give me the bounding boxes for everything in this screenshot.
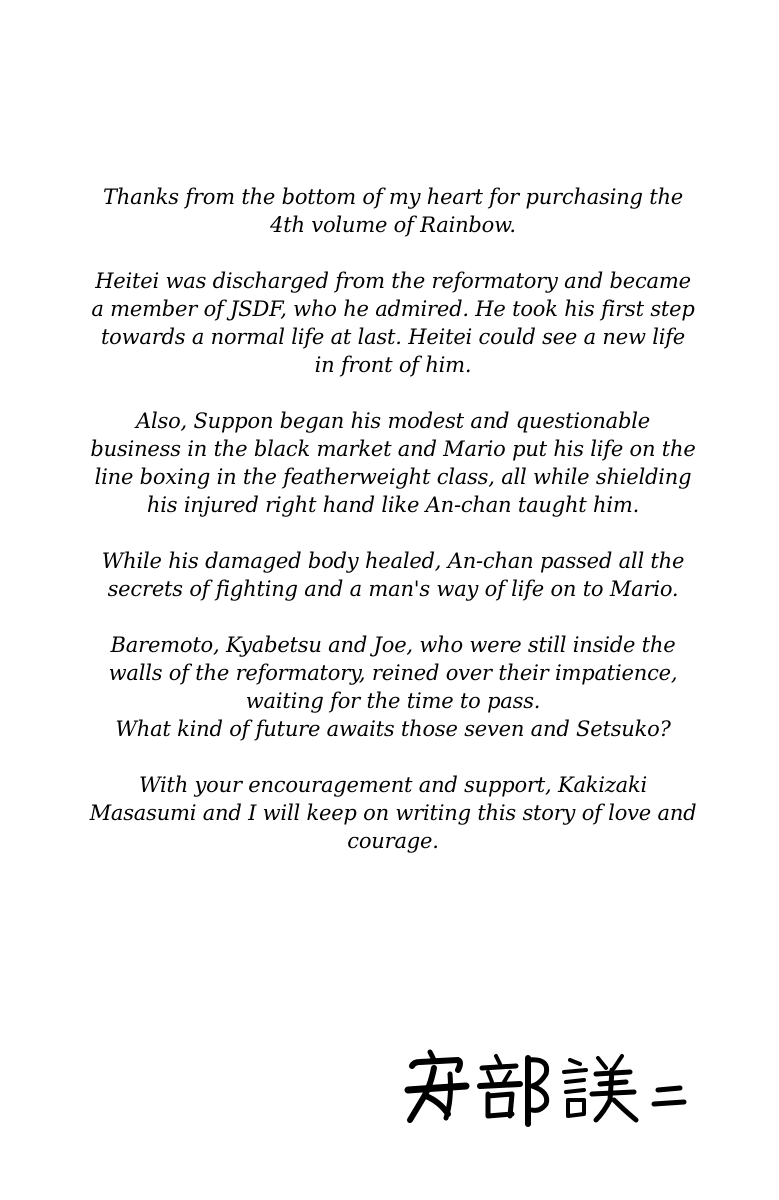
paragraph-closing: With your encouragement and support, Kakizaki Masasumi and I will keep on writing this story of love and courage. <box>89 773 697 853</box>
author-signature <box>400 1040 700 1130</box>
paragraph-future-question: What kind of future awaits those seven and Setsuko? <box>115 717 671 741</box>
signature-char-4 <box>654 1088 684 1104</box>
signature-char-3 <box>564 1056 636 1120</box>
paragraph-suppon-mario: Also, Suppon began his modest and questionable business in the black market and Mario put his life on the line boxing in the featherweight class, all while shielding his injured right hand like An-chan taught him. <box>90 409 696 517</box>
paragraph-an-chan: While his damaged body healed, An-chan passed all the secrets of fighting and a man's way of life on to Mario. <box>101 549 685 601</box>
signature-char-1 <box>408 1052 466 1120</box>
paragraph-heitei: Heitei was discharged from the reformatory and became a member of JSDF, who he admired. He took his first step towards a normal life at last. Heitei could see a new life in front of him. <box>91 269 695 377</box>
afterword-text <box>88 183 698 855</box>
signature-char-2 <box>480 1056 547 1124</box>
paragraph-reformatory: Baremoto, Kyabetsu and Joe, who were still inside the walls of the reformatory, reined over their impatience, waiting for the time to pass. <box>108 633 678 713</box>
paragraph-thanks: Thanks from the bottom of my heart for purchasing the 4th volume of Rainbow. <box>102 185 684 237</box>
